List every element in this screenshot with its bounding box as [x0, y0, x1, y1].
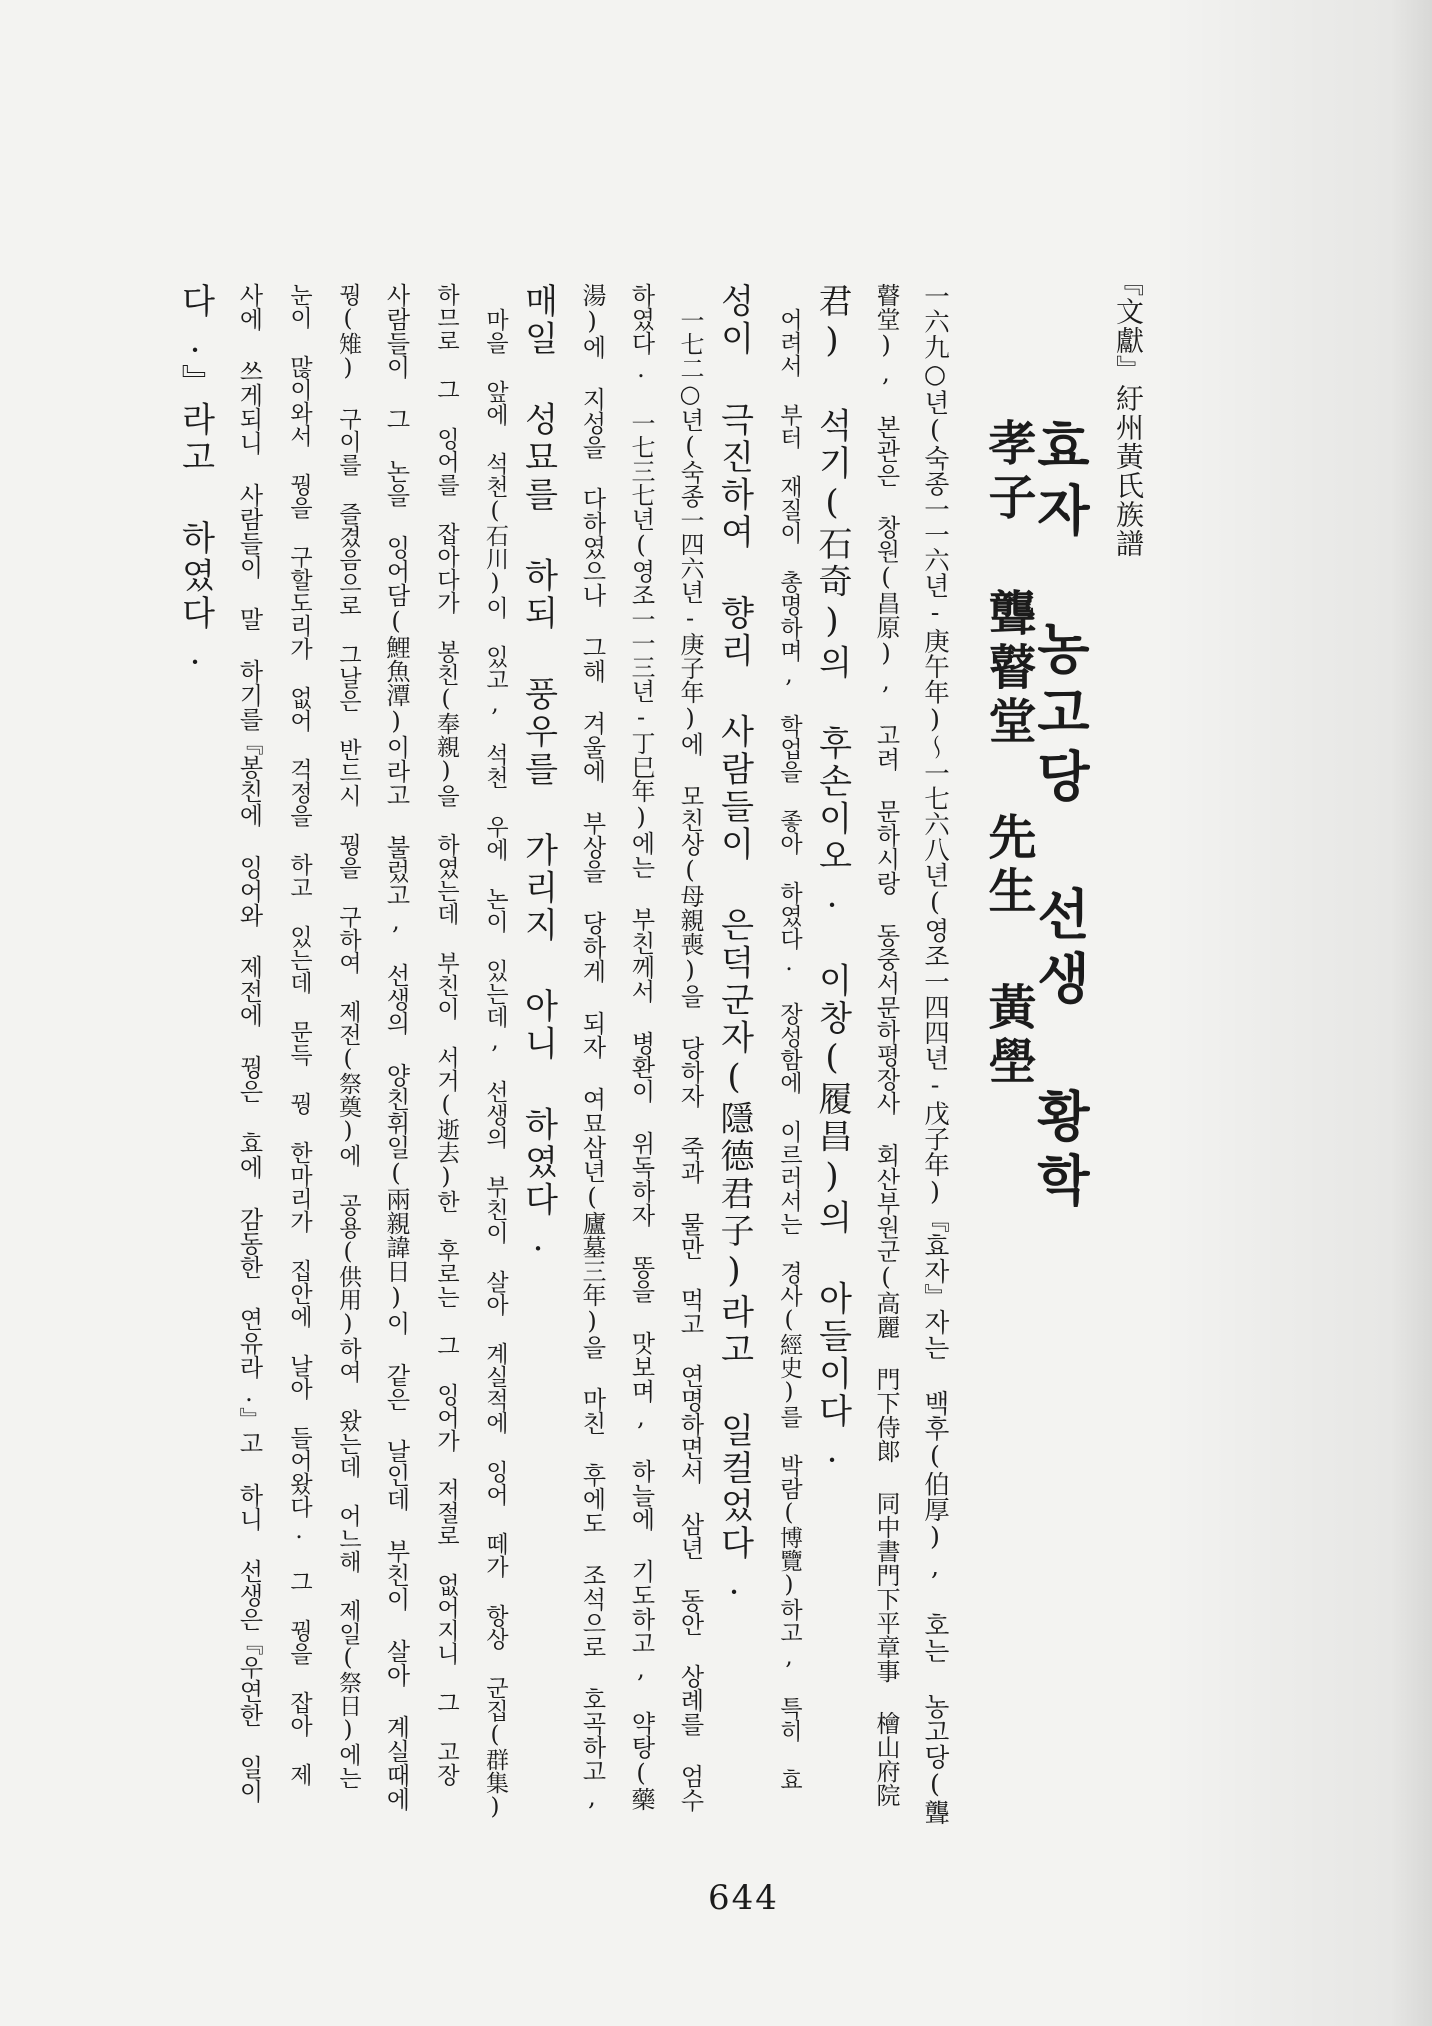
page-edge — [1392, 0, 1432, 2026]
body-line-10: 마을 앞에 석천(石川)이 있고, 석천 우에 논이 있는데, 선생의 부친이 살아 계실적에 잉어 떼가 항상 군집(群集) — [482, 308, 508, 1820]
running-header: 『文獻』紆州黃氏族譜 — [1112, 268, 1145, 558]
body-line-15: 사에 쓰게되니 사람들이 말 하기를『봉친에 잉어와 제전에 꿩은 효에 감동한 연유라.』고 하니 선생은『우연한 일이 — [235, 283, 263, 1803]
body-line-16: 다.』라고 하였다. — [175, 283, 215, 676]
body-line-12: 사람들이 그 논을 잉어담(鯉魚潭)이라고 불렀고, 선생의 양친휘일(兩親諱日)이 같은 날인데 부친이 살아 계실때에 — [382, 283, 410, 1811]
show-through-shading — [1162, 0, 1392, 2026]
body-line-11: 하므로 그 잉어를 잡아다가 봉친(奉親)을 하였는데 부친이 서거(逝去)한 후로는 그 잉어가 저절로 없어지니 그 고장 — [433, 283, 459, 1786]
body-line-5: 성이 극진하여 향리 사람들이 은덕군자(隱德君子)라고 일컬었다. — [714, 283, 754, 1606]
body-line-1: 一六九○년(숙종一一六년-庚午年)～一七六八년(영조一四四년-戊子年)『효자』자는 백후(伯厚), 호는 농고당(聾 — [920, 283, 950, 1825]
body-line-9: 매일 성묘를 하되 풍우를 가리지 아니 하였다. — [518, 283, 558, 1263]
body-line-7: 하였다. 一七三七년(영조一一三년-丁巳年)에는 부친께서 병환이 위독하자 똥을 맛보며, 하늘에 기도하고, 약탕(藥 — [627, 283, 655, 1811]
body-line-14: 눈이 많이와서 꿩을 구할도리가 없어 걱정을 하고 있는데 문득 꿩 한마리가 집안에 날아 들어왔다. 그 꿩을 잡아 제 — [286, 283, 312, 1786]
body-line-2: 瞽堂), 본관은 창원(昌原), 고려 문하시랑 동중서문하평장사 회산부원군(高麗 門下侍郞 同中書門下平章事 檜山府院 — [872, 283, 900, 1807]
title-korean: 효자 농고당 선생 황학 — [1028, 418, 1092, 1216]
title-hanja: 孝子 聾瞽堂 先生 黃壆 — [980, 418, 1036, 1090]
page-number: 644 — [708, 1878, 779, 1918]
body-line-13: 꿩(雉) 구이를 즐겼음으로 그날은 반드시 꿩을 구하여 제전(祭奠)에 공용(供用)하여 왔는데 어느해 제일(祭日)에는 — [335, 283, 361, 1789]
body-line-4: 어려서 부터 재질이 총명하며, 학업을 좋아 하였다. 장성함에 이르러서는 경사(經史)를 박람(博覽)하고, 특히 효 — [776, 308, 802, 1791]
body-line-8: 湯)에 지성을 다하였으나 그해 겨울에 부상을 당하게 되자 여묘삼년(廬墓三年)을 마친 후에도 조석으로 호곡하고, — [578, 283, 606, 1811]
body-line-6: 一七二○년(숙종一四六년-庚子年)에 모친상(母親喪)을 당하자 죽과 물만 먹고 연명하면서 삼년 동안 상례를 엄수 — [676, 308, 704, 1812]
body-line-3: 君) 석기(石奇)의 후손이오. 이창(履昌)의 아들이다. — [812, 283, 852, 1474]
